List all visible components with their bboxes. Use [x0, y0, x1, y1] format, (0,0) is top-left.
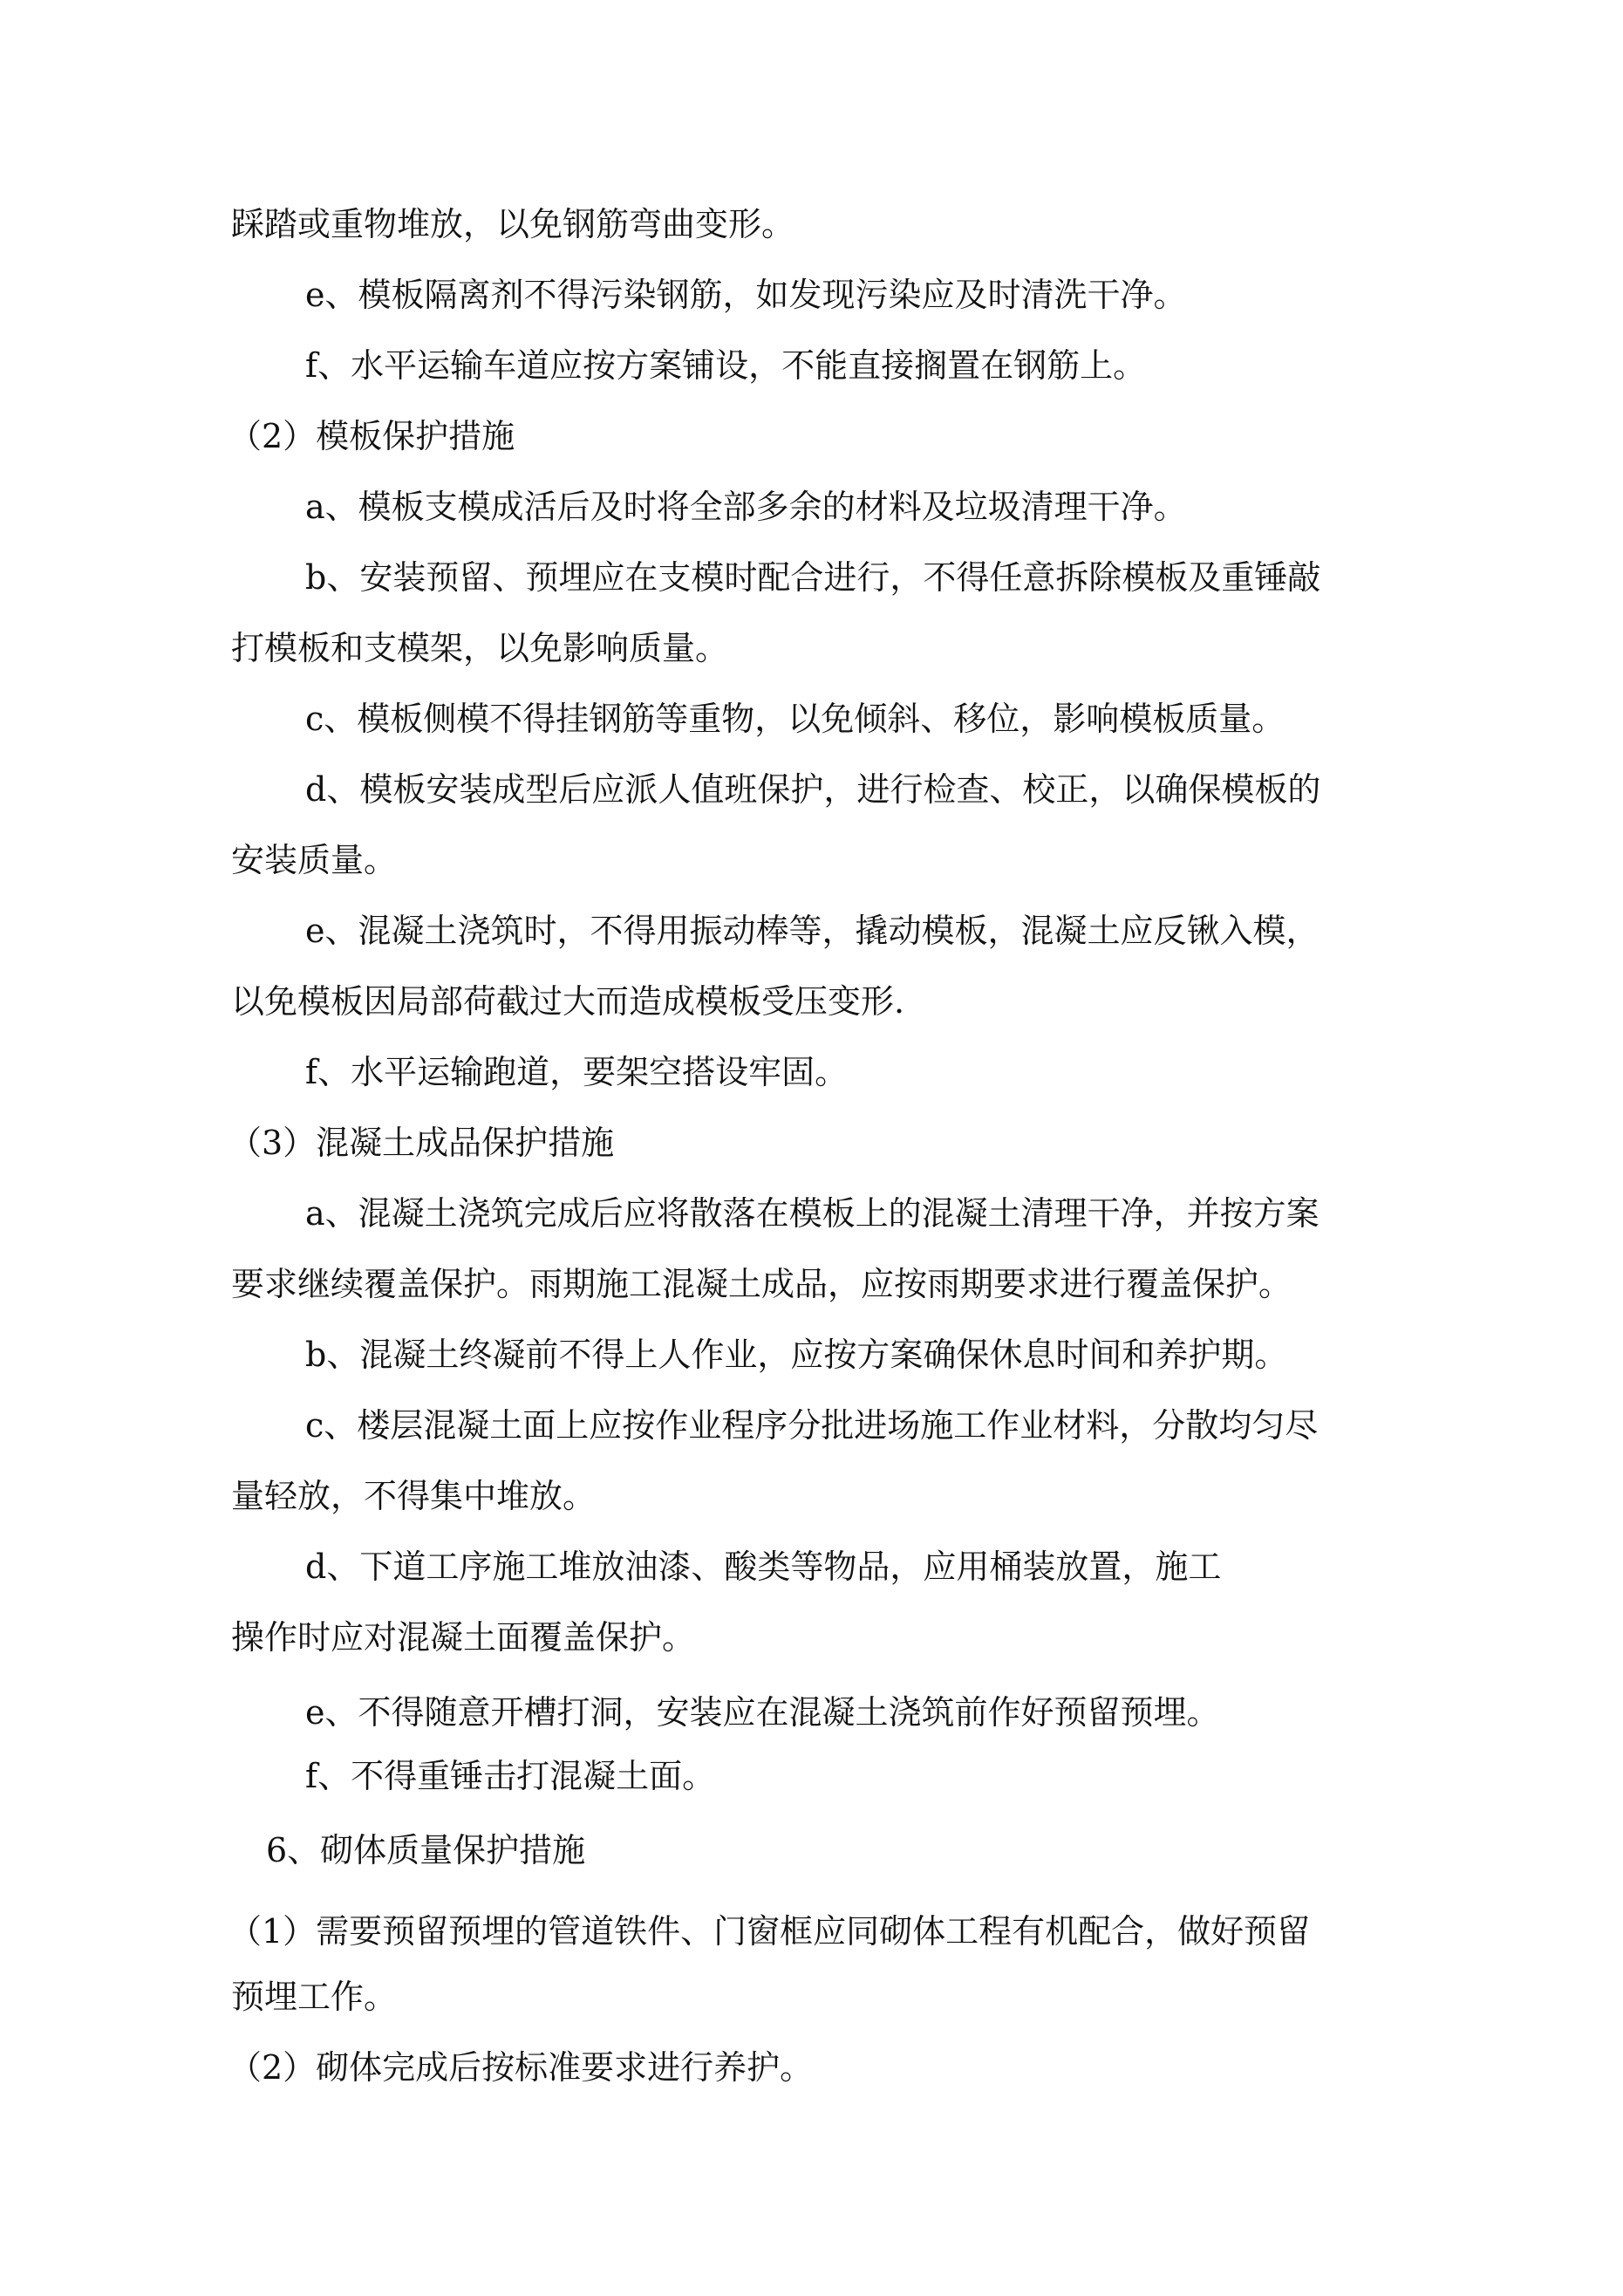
text-line-item-e: e、混凝土浇筑时，不得用振动棒等，撬动模板，混凝土应反锹入模，	[305, 912, 1320, 950]
text-line-continuation: 预埋工作。	[231, 1978, 398, 2016]
section-heading-3: （3）混凝土成品保护措施	[228, 1124, 615, 1162]
text-line-item-e: e、模板隔离剂不得污染钢筋，如发现污染应及时清洗干净。	[305, 276, 1187, 314]
text-line-item-b: b、混凝土终凝前不得上人作业，应按方案确保休息时间和养护期。	[305, 1336, 1288, 1374]
text-line-continuation: 要求继续覆盖保护。雨期施工混凝土成品，应按雨期要求进行覆盖保护。	[231, 1265, 1292, 1303]
text-line-item-f: f、不得重锤击打混凝土面。	[305, 1757, 716, 1795]
text-line-item-e: e、不得随意开槽打洞，安装应在混凝土浇筑前作好预留预埋。	[305, 1693, 1220, 1732]
text-line-item-c: c、楼层混凝土面上应按作业程序分批进场施工作业材料，分散均匀尽	[305, 1406, 1319, 1445]
section-heading-6: 6、砌体质量保护措施	[266, 1831, 586, 1869]
text-line-continuation: 操作时应对混凝土面覆盖保护。	[231, 1618, 696, 1657]
text-line-continuation: 安装质量。	[231, 841, 398, 879]
text-line-item-a: a、混凝土浇筑完成后应将散落在模板上的混凝土清理干净，并按方案	[305, 1194, 1320, 1233]
text-line-continuation: 踩踏或重物堆放，以免钢筋弯曲变形。	[231, 205, 795, 243]
text-line-item-f: f、水平运输车道应按方案铺设，不能直接搁置在钢筋上。	[305, 346, 1147, 385]
text-line-item-a: a、模板支模成活后及时将全部多余的材料及垃圾清理干净。	[305, 488, 1187, 526]
text-line-item-d: d、模板安装成型后应派人值班保护，进行检查、校正，以确保模板的	[305, 770, 1321, 809]
text-line-item-f: f、水平运输跑道，要架空搭设牢固。	[305, 1053, 849, 1091]
subsection-heading-2: （2）砌体完成后按标准要求进行养护。	[228, 2048, 814, 2087]
text-line-continuation: 量轻放，不得集中堆放。	[231, 1477, 597, 1515]
text-line-continuation: 打模板和支模架，以免影响质量。	[231, 629, 729, 667]
text-line-item-c: c、模板侧模不得挂钢筋等重物，以免倾斜、移位，影响模板质量。	[305, 700, 1285, 738]
text-line-item-b: b、安装预留、预埋应在支模时配合进行，不得任意拆除模板及重锤敲	[305, 558, 1321, 597]
text-line-continuation: 以免模板因局部荷截过大而造成模板受压变形.	[231, 982, 905, 1021]
section-heading-2: （2）模板保护措施	[228, 417, 515, 455]
subsection-heading-1: （1）需要预留预埋的管道铁件、门窗框应同砌体工程有机配合，做好预留	[228, 1912, 1311, 1951]
text-line-item-d: d、下道工序施工堆放油漆、酸类等物品，应用桶装放置，施工	[305, 1548, 1222, 1586]
